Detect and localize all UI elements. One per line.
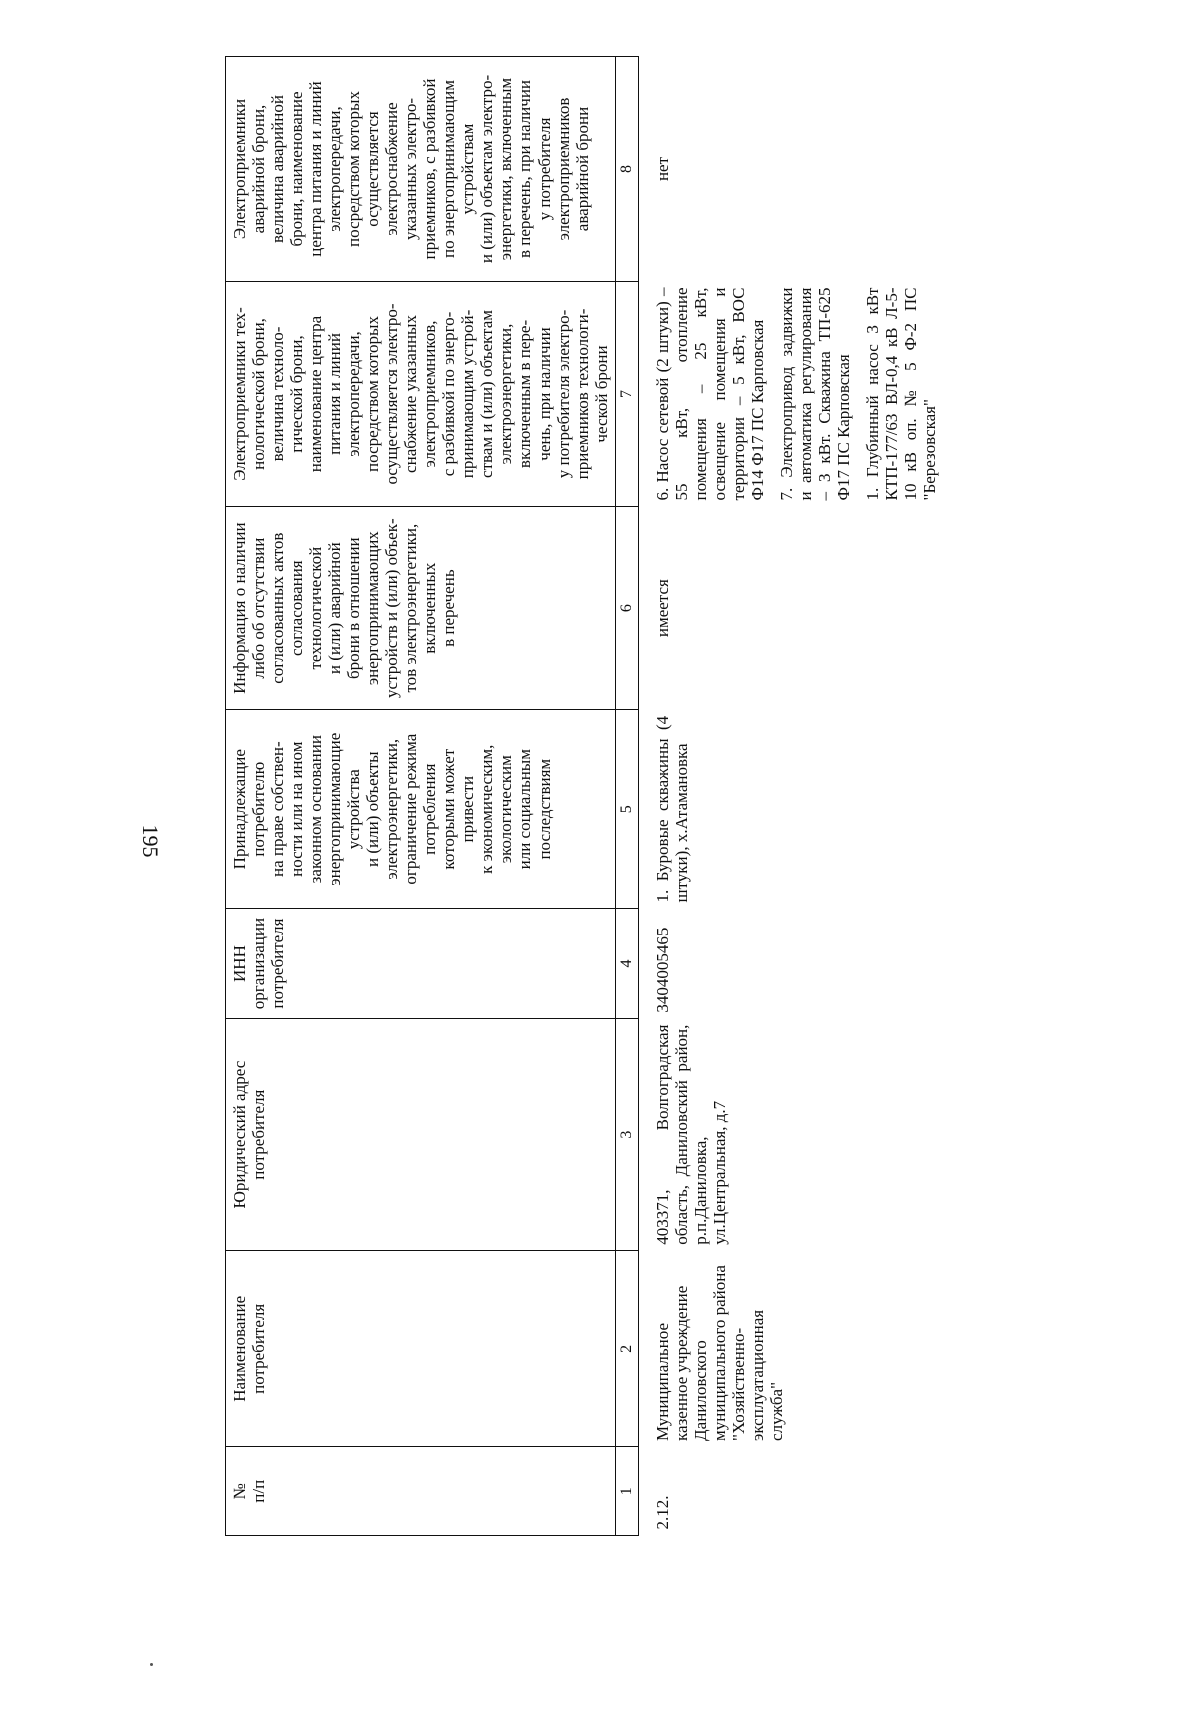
tech-reserve-item: 1. Глубинный насос 3 кВт КТП-177/63 ВЛ-0,4 кВ Л-5-10 кВ оп. № 5 Ф-2 ПС "Березовская" (862, 287, 940, 501)
header-inn: ИНН организации потребителя (226, 909, 616, 1019)
column-number: 2 (615, 1251, 638, 1447)
table-row (638, 57, 953, 1536)
header-emergency-reserve: Электроприемники аварийной брони, величина аварийной брони, наименование центра питания и линий электропередачи, посредством которых осуществляется электроснабжение указанных электро- приемников, с разбивкой по энергопринимающим устройствам и (или) объектам электро- энергетики, включенным в перечень, при наличии у потребителя электроприемников аварийной брони (226, 57, 616, 282)
page-number: 195 (138, 824, 163, 858)
inn-value: 3404005465 (652, 927, 672, 1013)
consumer-name: Муниципальное казенное учреждение Даниловского муниципального района "Хозяйственно-эксплуатационная служба" (652, 1265, 786, 1441)
row-number: 2.12. (652, 1495, 672, 1530)
column-number-row (615, 57, 638, 1536)
tech-reserve-item: 6. Насос сетевой (2 штуки) – 55 кВт, отопление помещения – 25 кВт, освещение помещения и территории – 5 кВт, ВОС Ф14 Ф17 ПС Карповская (652, 287, 767, 501)
emergency-reserve-value: нет (652, 156, 672, 182)
header-row (226, 57, 616, 1536)
column-number: 3 (615, 1019, 638, 1251)
column-number: 5 (615, 710, 638, 909)
column-number: 6 (615, 506, 638, 709)
tech-reserve-list (638, 282, 953, 507)
column-number: 1 (615, 1447, 638, 1536)
header-tech-reserve: Электроприемники тех- нологической брони, величина техноло- гической брони, наименование центра питания и линий электропередачи, посредством которых осуществляется электро- снабжение указанных электроприемников, с разбивкой по энерго- принимающим устрой- ствам и (или) объектам электроэнергетики, включенным в пере- чень, при наличии у потребителя электро- приемников технологи- ческой брони (226, 282, 616, 507)
header-acts-info: Информация о наличии либо об отсутствии согласованных актов согласования технологической и (или) аварийной брони в отношении энергопринимающих устройств и (или) объек- тов электроэнергетики, включенных в перечень (226, 506, 616, 709)
column-number: 7 (615, 282, 638, 507)
header-number: № п/п (226, 1447, 616, 1536)
scan-speck (150, 1663, 153, 1666)
acts-info-value: имеется (652, 579, 672, 638)
column-number: 8 (615, 57, 638, 282)
equipment-list: 1. Буровые скважины (4 штуки), х.Атамановка (652, 715, 691, 903)
consumer-table (225, 56, 953, 1536)
header-equipment: Принадлежащие потребителю на праве собствен- ности или на ином законном основании энергопринимающие устройства и (или) объекты электроэнергетики, ограничение режима потребления которыми может привести к экономическим, экологическим или социальным последствиям (226, 710, 616, 909)
header-consumer-name: Наименование потребителя (226, 1251, 616, 1447)
tech-reserve-item: 7. Электропривод задвижки и автоматика регулирования – 3 кВт. Скважина ТП-625 Ф17 ПС Карповская (776, 287, 853, 501)
legal-address: 403371, Волгоградская область, Даниловский район, р.п.Даниловка, ул.Центральная, д.7 (652, 1024, 729, 1245)
rotated-table-container (225, 56, 1115, 1536)
header-legal-address: Юридический адрес потребителя (226, 1019, 616, 1251)
column-number: 4 (615, 909, 638, 1019)
